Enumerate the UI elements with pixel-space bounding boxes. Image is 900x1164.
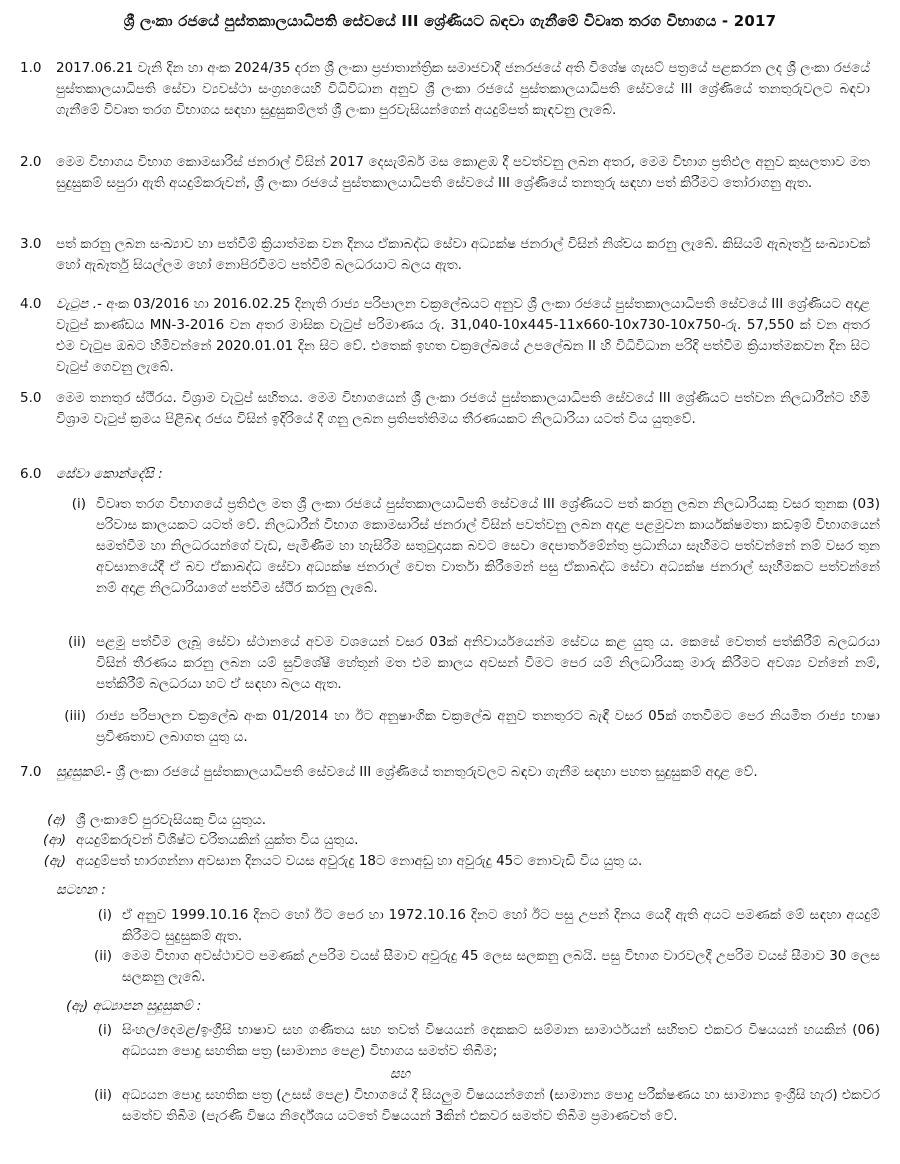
- section-lead: සුදුසුකම්.-: [56, 764, 112, 780]
- item-label: (i): [71, 496, 86, 512]
- section-1: [20, 58, 880, 142]
- item-label: (i): [97, 1022, 112, 1038]
- item-text: පළමු පත්වීම ලැබූ සේවා ස්ථානයේ අවම වශයෙන් වසර 03ක් අනිවාර්යයෙන්ම සේවය කළ යුතු ය. කෙසේ වෙතත් පත්කිරීම් බලධරයා විසින් තීරණය කරනු ලබන යම් සුවිශේෂී හේතූන් මත එම කාලය අවසන් වීමට පෙර යම් නිලධාරියකු මාරු කිරීමට අවශ්‍ය වන්නේ නම්, පත්කිරීම් බලධරයා හට ඒ සඳහා බලය ඇත.: [96, 634, 880, 692]
- section-body: අංක 03/2016 හා 2016.02.25 දිනැති රාජ්‍ය පරිපාලන චක්‍රලේඛයට අනුව ශ්‍රී ලංකා රජයේ පුස්තකාලයාධිපති සේවයේ III ශ්‍රේණියට අදාළ වැටුප් කාණ්ඩය MN-3-2016 වන අතර මාසික වැටුප් පරිමාණය රු. 31,040-10x445-11x660-10x730-10x750-රු. 57,550 ක් වන අතර එම වැටුප ඔබට හිමිවන්නේ 2020.01.01 දින සිට වේ. එතෙක් ඉහත චක්‍රලේඛයේ උපලේඛන II හි විධිවිධාන පරිදි පත්වීම ක්‍රියාත්මකවන දින සිට වැටුප් ගෙවනු ලැබේ.: [56, 296, 870, 375]
- section-number: 7.0: [20, 764, 42, 780]
- section-body: ශ්‍රී ලංකා රජයේ පුස්තකාලයාධිපති සේවයේ III ශ්‍රේණියේ තනතුරුවලට බඳවා ගැනීම සඳහා පහත සුදුසුකම් අදාළ වේ.: [115, 764, 758, 780]
- list-item: [30, 851, 880, 873]
- section-6: [20, 464, 880, 488]
- item-text: අධ්‍යයන පොදු සහතික පත්‍ර (උසස් පෙළ) විභාගයේ දී සියලුම විෂයයන්ගෙන් (සාමාන්‍ය පොදු පරීක්ෂණය හා සාමාන්‍ය ඉංග්‍රීසි හැර) එකවර සමත්ව තිබීම (පැරණි විෂය නිර්දේශය යටතේ විෂයයන් 3කින් එකවර සමත්ව තිබීම ප්‍රමාණවත් වේ.: [122, 1087, 880, 1124]
- section-text: [56, 294, 870, 378]
- item-label: (ii): [93, 1087, 112, 1103]
- item-text: අයදුම්කරුවන් විශිෂ්ට චරිතයකින් යුක්ත විය යුතුය.: [76, 832, 359, 848]
- item-text: අයදුම්පත් භාරගන්නා අවසාන දිනයට වයස අවුරුදු 18ට නොඅඩු හා අවුරුදු 45ට නොවැඩි විය යුතු ය.: [76, 853, 643, 869]
- section-text: පත් කරනු ලබන සංඛ්‍යාව හා පත්වීම් ක්‍රියාත්මක වන දිනය ඒකාබද්ධ සේවා අධ්‍යක්ෂ ජනරාල් විසින් නිශ්චය කරනු ලැබේ. කිසියම් ඇබෑර්තු සංඛ්‍යාවක් හෝ ඇබෑර්තු සියල්ලම හෝ නොපිරවීමට පත්වීම් බලධරයාට බලය ඇත.: [56, 236, 870, 273]
- item-text: රාජ්‍ය පරිපාලන චක්‍රලේඛ අංක 01/2014 හා ඊට අනුෂාංගික චක්‍රලේඛ අනුව තනතුරට බැඳී වසර 05ක් ගතවීමට පෙර නියමිත රාජ්‍ය භාෂා ප්‍රවීණතාව ලබාගත යුතු ය.: [96, 708, 880, 745]
- item-label: (ii): [93, 948, 112, 964]
- item-text: සිංහල/දෙමළ/ඉංග්‍රීසි භාෂාව සහ ගණිතය සහ තවත් විෂයයන් දෙකකට සම්මාන සාමාර්ථයන් සහිතව එකවර විෂයයන් හයකින් (06) අධ්‍යයන පොදු සහතික පත්‍ර (සාමාන්‍ය පෙළ) විභාගය සමත්ව තිබීම;: [122, 1022, 880, 1059]
- list-item: [50, 632, 880, 698]
- section-text: මෙම විභාගය විභාග කොමසාරිස් ජනරාල් විසින් 2017 දෙසැම්බර් මස කොළඹ දී පවත්වනු ලබන අතර, මෙම විභාග ප්‍රතිඵල අනුව කුසලතාව මත සුදුසුකම් සපුරා ඇති අයදුම්කරුවන්, ශ්‍රී ලංකා රජයේ පුස්තකාලයාධිපති සේවයේ III ශ්‍රේණියේ තනතුරු සඳහා පත් කිරීමට තෝරාගනු ඇත.: [56, 154, 870, 191]
- section-lead: වැටුප .-: [56, 296, 102, 312]
- list-item: [30, 830, 880, 852]
- list-item: [76, 1020, 880, 1062]
- section-number: 6.0: [20, 466, 42, 482]
- item-text: ඒ අනුව 1999.10.16 දිනට හෝ ඊට පෙර හා 1972.10.16 දිනට හෝ ඊට පසු උපන් දිනය යෙදී ඇති අයට පමණක් මේ සඳහා අයදුම් කිරීමට සුදුසුකම් ඇත.: [122, 907, 880, 944]
- item-label: (අ): [47, 812, 66, 828]
- list-item: [30, 810, 880, 832]
- item-text: ශ්‍රී ලංකාවේ පුරවැසියකු විය යුතුය.: [76, 812, 267, 828]
- joiner-text: සහ: [389, 1066, 411, 1082]
- section-2: [20, 152, 880, 215]
- section-3: [20, 234, 880, 276]
- item-text: විවෘත තරග විභාගයේ ප්‍රතිඵල මත ශ්‍රී ලංකා රජයේ පුස්තකාලයාධිපති සේවයේ III ශ්‍රේණියට පත් කරනු ලබන නිලධාරියකු වසර තුනක (03) පරිවාස කාලයකට යටත් වේ. නිලධාරීන් විභාග කොමසාරිස් ජනරාල් විසින් පවත්වනු ලබන අදාළ පළමුවන කාර්යක්ෂමතා කඩඉම් විභාගයෙන් සමත්වීම හා නිලධරයන්ගේ වැඩ, පැමිණීම හා හැසිරීම සතුටුදායක බවට සෙවා දෙපාර්තමේන්තු ප්‍රධානියා සෑහීමට පත්වන්නේ නම් වසර තුන අවසානයේදී ඒ බව ඒකාබද්ධ සේවා අධ්‍යක්ෂ ජනරාල් වෙත වාර්තා කිරීමෙන් පසු ඒකාබද්ධ සේවා අධ්‍යක්ෂ ජනරාල් සෑහීමකට පත්වන්නේ නම් අදාළ නිලධාරියාගේ පත්වීම ස්ථිර කරනු ලැබේ.: [96, 496, 880, 596]
- section-heading: සේවා කොන්දේසි :: [56, 466, 163, 482]
- section-number: 3.0: [20, 236, 42, 252]
- item-label: (iii): [64, 708, 86, 724]
- section-number: 5.0: [20, 390, 42, 406]
- section-4: [20, 294, 880, 378]
- section-5: [20, 388, 880, 451]
- section-number: 2.0: [20, 154, 42, 170]
- item-label: (ii): [67, 634, 86, 650]
- item-label: (ඇ): [43, 853, 66, 869]
- note-heading: සටහන :: [56, 882, 106, 898]
- item-label: (ආ): [43, 832, 66, 848]
- item-text: මෙම විභාග අවස්ථාවට පමණක් උපරිම වයස් සීමාව අවුරුදු 45 ලෙස සලකනු ලබයි. පසු විභාග වාරවලදී උපරිම වයස් සීමාව 30 ලෙස සලකනු ලැබේ.: [122, 948, 880, 985]
- section-text: 2017.06.21 වැනි දින හා අංක 2024/35 දරන ශ්‍රී ලංකා ප්‍රජාතාන්ත්‍රික සමාජවාදී ජනරජයේ අති විශේෂ ගැසට් පත්‍රයේ පළකරන ලද ශ්‍රී ලංකා රජයේ පුස්තකාලයාධිපති සේවා ව්‍යවස්ථා සංග්‍රහයෙහි විධිවිධාන අනුව ශ්‍රී ලංකා රජයේ පුස්තකාලයාධිපති සේවයේ III ශ්‍රේණියේ තනතුරුවලට බඳවා ගැනීමේ විවෘත තරග විභාගය සඳහා සුදුසුකම්ලත් ශ්‍රී ලංකා පුරවැසියන්ගෙන් අයදුම්පත් කැඳවනු ලැබේ.: [56, 60, 870, 118]
- item-label: (i): [97, 907, 112, 923]
- list-item: [76, 946, 880, 988]
- education-heading: (ඈ) අධ්‍යාපන සුදුසුකම් :: [66, 998, 202, 1014]
- section-text: [56, 762, 870, 783]
- list-item: [76, 1085, 880, 1151]
- page-title: ශ්‍රී ලංකා රජයේ පුස්තකාලයාධිපති සේවයේ III ශ්‍රේණියට බඳවා ගැනීමේ විවෘත තරග විභාගය - 2017: [123, 12, 777, 30]
- list-item: [76, 905, 880, 947]
- section-number: 4.0: [20, 296, 42, 312]
- section-7: [20, 762, 880, 804]
- list-item: [50, 706, 880, 750]
- section-text: මෙම තනතුර ස්ථිරය. විශ්‍රාම වැටුප් සහිතය. මෙම විභාගයෙන් ශ්‍රී ලංකා රජයේ පුස්තකාලයාධිපති සේවයේ III ශ්‍රේණියට පත්වන නිලධාරීන්ට හිමි විශ්‍රාම වැටුප් ක්‍රමය පිළිබඳ රජය විසින් ඉදිරියේ දී ගනු ලබන ප්‍රතිපත්තිමය තීරණයකට නිලධාරියා යටත් විය යුතුවේ.: [56, 390, 870, 427]
- section-number: 1.0: [20, 60, 42, 76]
